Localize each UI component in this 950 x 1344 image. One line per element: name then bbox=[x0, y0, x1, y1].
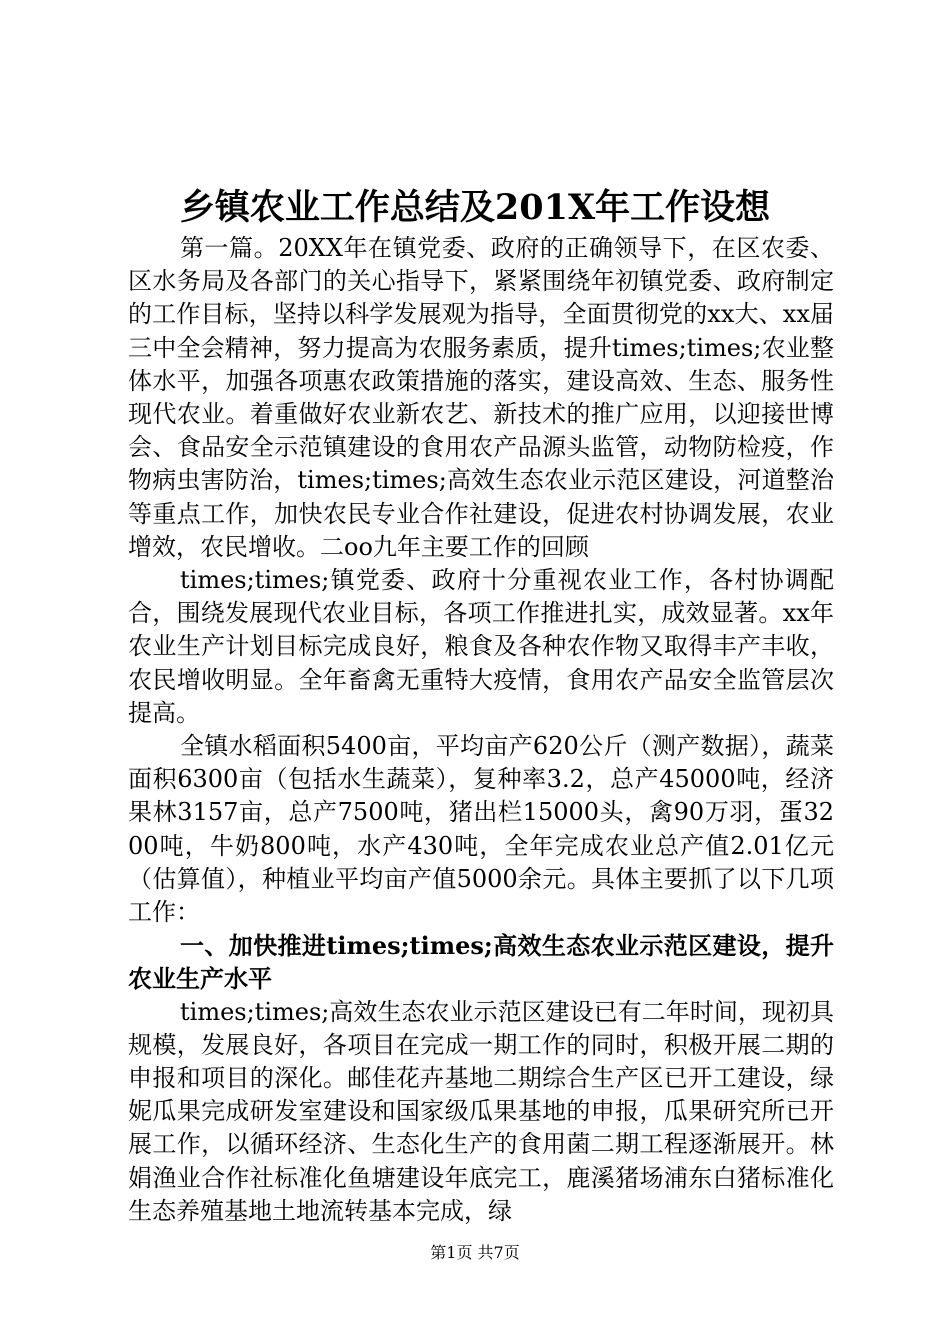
paragraph-overview: times;times;镇党委、政府十分重视农业工作，各村协调配合，围绕发展现代农业目标，各项工作推进扎实，成效显著。xx年农业生产计划目标完成良好，粮食及各种农作物又取得丰产丰收，农民增收明显。全年畜禽无重特大疫情，食用农产品安全监管层次提高。 bbox=[128, 566, 834, 727]
document-body bbox=[128, 232, 834, 1228]
page-footer: 第1页 共7页 bbox=[430, 1243, 520, 1262]
paragraph-statistics: 全镇水稻面积5400亩，平均亩产620公斤（测产数据），蔬菜面积6300亩（包括水生蔬菜），复种率3.2，总产45000吨，经济果林3157亩，总产7500吨，猪出栏15000头，禽90万羽，蛋3200吨，牛奶800吨，水产430吨，全年完成农业总产值2.01亿元（估算值），种植业平均亩产值5000余元。具体主要抓了以下几项工作： bbox=[128, 732, 834, 927]
document-title: 乡镇农业工作总结及201X年工作设想 bbox=[179, 187, 771, 228]
section-heading-1: 一、加快推进times;times;高效生态农业示范区建设，提升农业生产水平 bbox=[128, 931, 834, 994]
paragraph-intro: 第一篇。20XX年在镇党委、政府的正确领导下，在区农委、区水务局及各部门的关心指导下，紧紧围绕年初镇党委、政府制定的工作目标，坚持以科学发展观为指导，全面贯彻党的xx大、xx届三中全会精神，努力提高为农服务素质，提升times;times;农业整体水平，加强各项惠农政策措施的落实，建设高效、生态、服务性现代农业。着重做好农业新农艺、新技术的推广应用，以迎接世博会、食品安全示范镇建设的食用农产品源头监管，动物防检疫，作物病虫害防治，times;times;高效生态农业示范区建设，河道整治等重点工作，加快农民专业合作社建设，促进农村协调发展，农业增效，农民增收。二oo九年主要工作的回顾 bbox=[128, 234, 834, 561]
paragraph-demo-zone: times;times;高效生态农业示范区建设已有二年时间，现初具规模，发展良好，各项目在完成一期工作的同时，积极开展二期的申报和项目的深化。邮佳花卉基地二期综合生产区已开工建设，绿妮瓜果完成研发室建设和国家级瓜果基地的申报，瓜果研究所已开展工作，以循环经济、生态化生产的食用菌二期工程逐渐展开。林娟渔业合作社标准化鱼塘建设年底完工，鹿溪猪场浦东白猪标准化生态养殖基地土地流转基本完成，绿 bbox=[128, 997, 834, 1225]
